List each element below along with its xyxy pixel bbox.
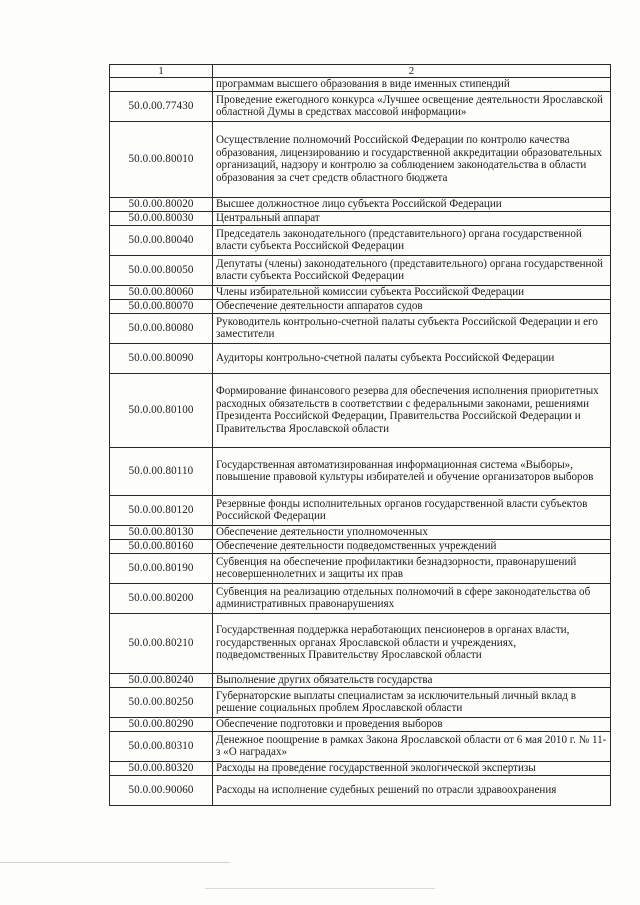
table-row: [110, 525, 611, 539]
row-code: 50.0.00.80040: [110, 225, 213, 255]
table-row: [110, 775, 611, 805]
row-text: Депутаты (члены) законодательного (представительного) органа государственной власти субъекта Российской Федерации: [213, 255, 611, 285]
row-code: 50.0.00.80120: [110, 495, 213, 525]
table-row: [110, 211, 611, 225]
row-code: 50.0.00.80030: [110, 211, 213, 225]
row-code: 50.0.00.80060: [110, 285, 213, 299]
row-text: Субвенция на обеспечение профилактики безнадзорности, правонарушений несовершеннолетних и защиты их прав: [213, 553, 611, 583]
row-code: 50.0.00.80250: [110, 687, 213, 717]
row-code: 50.0.00.80200: [110, 583, 213, 613]
row-code: 50.0.00.80090: [110, 343, 213, 373]
row-code: 50.0.00.80010: [110, 121, 213, 197]
table-row: [110, 447, 611, 495]
row-text: Резервные фонды исполнительных органов государственной власти субъектов Российской Федерации: [213, 495, 611, 525]
row-code: 50.0.00.80290: [110, 717, 213, 731]
row-code: 50.0.00.80100: [110, 373, 213, 447]
row-text: Формирование финансового резерва для обеспечения исполнения приоритетных расходных обязательств в соответствии с федеральными законами, решениями Президента Российской Федерации, Правительства Российской Федерации и Правительства Ярославской области: [213, 373, 611, 447]
row-code: 50.0.00.90060: [110, 775, 213, 805]
table-row: [110, 613, 611, 673]
row-code: 50.0.00.80160: [110, 539, 213, 553]
table-row: [110, 91, 611, 121]
row-code: 50.0.00.80070: [110, 299, 213, 313]
row-code: 50.0.00.80320: [110, 761, 213, 775]
row-text: Осуществление полномочий Российской Федерации по контролю качества образования, лицензированию и государственной аккредитации образовательных организаций, надзору и контролю за соблюдением законодательства в области образования за счет средств областного бюджета: [213, 121, 611, 197]
row-text: Субвенция на реализацию отдельных полномочий в сфере законодательства об административных правонарушениях: [213, 583, 611, 613]
table-row: [110, 539, 611, 553]
row-text: Центральный аппарат: [213, 211, 611, 225]
table-header-row: [110, 65, 611, 78]
row-code: 50.0.00.80190: [110, 553, 213, 583]
row-text: Расходы на проведение государственной экологической экспертизы: [213, 761, 611, 775]
row-code: [110, 78, 213, 92]
row-code: 50.0.00.77430: [110, 91, 213, 121]
row-code: 50.0.00.80080: [110, 313, 213, 343]
table-row: [110, 731, 611, 761]
table-row: [110, 197, 611, 211]
table-row: [110, 495, 611, 525]
row-text: Аудиторы контрольно-счетной палаты субъекта Российской Федерации: [213, 343, 611, 373]
row-text: Высшее должностное лицо субъекта Российской Федерации: [213, 197, 611, 211]
table-row: [110, 761, 611, 775]
row-code: 50.0.00.80020: [110, 197, 213, 211]
scan-artifact-line: [0, 862, 230, 863]
row-text: Обеспечение деятельности аппаратов судов: [213, 299, 611, 313]
table-row: [110, 583, 611, 613]
table-row: [110, 225, 611, 255]
table-row: [110, 78, 611, 92]
table-row: [110, 255, 611, 285]
row-text: Государственная поддержка неработающих пенсионеров в органах власти, государственных органах Ярославской области и учреждениях, подведомственных Правительству Ярославской области: [213, 613, 611, 673]
row-text: Государственная автоматизированная информационная система «Выборы», повышение правовой культуры избирателей и обучение организаторов выборов: [213, 447, 611, 495]
table-row: [110, 553, 611, 583]
table-row: [110, 285, 611, 299]
row-text: Обеспечение деятельности уполномоченных: [213, 525, 611, 539]
table-row: [110, 299, 611, 313]
row-code: 50.0.00.80050: [110, 255, 213, 285]
table-row: [110, 343, 611, 373]
row-code: 50.0.00.80110: [110, 447, 213, 495]
row-text: Обеспечение подготовки и проведения выборов: [213, 717, 611, 731]
row-code: 50.0.00.80210: [110, 613, 213, 673]
row-text: Руководитель контрольно-счетной палаты субъекта Российской Федерации и его заместители: [213, 313, 611, 343]
row-text: Губернаторские выплаты специалистам за исключительный личный вклад в решение социальных проблем Ярославской области: [213, 687, 611, 717]
row-text: Председатель законодательного (представительного) органа государственной власти субъекта Российской Федерации: [213, 225, 611, 255]
column-header-1: 1: [110, 65, 213, 78]
row-text: Денежное поощрение в рамках Закона Ярославской области от 6 мая 2010 г. № 11-з «О наградах»: [213, 731, 611, 761]
row-text: Проведение ежегодного конкурса «Лучшее освещение деятельности Ярославской областной Думы в средствах массовой информации»: [213, 91, 611, 121]
row-code: 50.0.00.80130: [110, 525, 213, 539]
row-text: Выполнение других обязательств государства: [213, 673, 611, 687]
table-row: [110, 121, 611, 197]
table-row: [110, 673, 611, 687]
row-text: программам высшего образования в виде именных стипендий: [213, 78, 611, 92]
table-row: [110, 313, 611, 343]
row-text: Расходы на исполнение судебных решений по отрасли здравоохранения: [213, 775, 611, 805]
row-code: 50.0.00.80240: [110, 673, 213, 687]
column-header-2: 2: [213, 65, 611, 78]
table-row: [110, 373, 611, 447]
table-row: [110, 687, 611, 717]
row-code: 50.0.00.80310: [110, 731, 213, 761]
row-text: Члены избирательной комиссии субъекта Российской Федерации: [213, 285, 611, 299]
budget-classification-table: [109, 64, 611, 806]
scan-artifact-line: [205, 888, 435, 889]
table-row: [110, 717, 611, 731]
row-text: Обеспечение деятельности подведомственных учреждений: [213, 539, 611, 553]
